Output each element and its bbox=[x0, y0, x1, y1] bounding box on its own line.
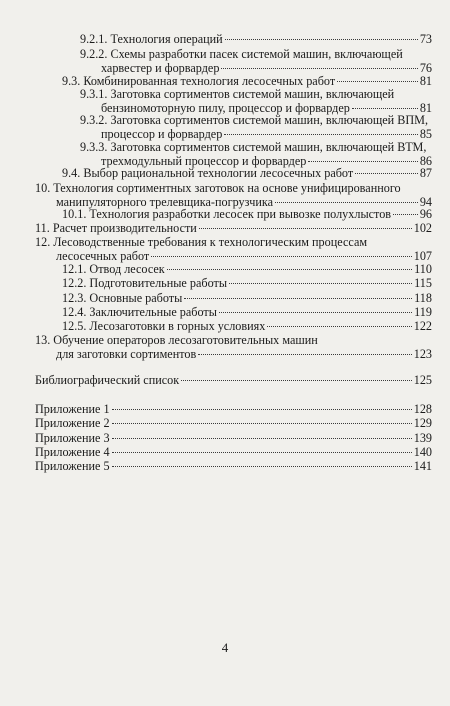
toc-entry-title: Приложение 5 bbox=[35, 459, 110, 473]
toc-entry-title: процессор и форвардер bbox=[101, 127, 223, 141]
toc-page-number: 94 bbox=[419, 195, 432, 209]
toc-entry-row bbox=[35, 417, 432, 430]
toc-entry-title: 9.3. Комбинированная технология лесосечных работ bbox=[62, 74, 336, 88]
toc-entry-title: Приложение 4 bbox=[35, 445, 110, 459]
toc-entry-title: Приложение 1 bbox=[35, 402, 110, 416]
toc-entry-title: 12. Лесоводственные требования к технологическим процессам bbox=[35, 235, 368, 249]
toc-page-number: 141 bbox=[413, 459, 432, 473]
dot-leader bbox=[112, 409, 412, 410]
toc-page-number: 140 bbox=[413, 445, 432, 459]
toc-entry-row bbox=[62, 320, 432, 333]
toc-entry-title: 9.3.1. Заготовка сортиментов системой машин, включающей bbox=[80, 87, 395, 101]
dot-leader bbox=[308, 161, 417, 162]
toc-page-number: 122 bbox=[413, 319, 432, 333]
toc-entry-title: 12.3. Основные работы bbox=[62, 291, 183, 305]
toc-entry-title: 12.1. Отвод лесосек bbox=[62, 262, 165, 276]
dot-leader bbox=[221, 68, 417, 69]
toc-entry-title: харвестер и форвардер bbox=[101, 61, 220, 75]
dot-leader bbox=[112, 452, 412, 453]
dot-leader bbox=[267, 326, 411, 327]
toc-entry-row bbox=[35, 446, 432, 459]
dot-leader bbox=[112, 423, 412, 424]
dot-leader bbox=[337, 81, 418, 82]
toc-entry-title: 9.3.2. Заготовка сортиментов системой машин, включающей ВПМ, bbox=[80, 113, 429, 127]
toc-entry-title: 9.4. Выбор рациональной технологии лесосечных работ bbox=[62, 166, 354, 180]
toc-entry-title: 10.1. Технология разработки лесосек при вывозке полухлыстов bbox=[62, 207, 392, 221]
dot-leader bbox=[225, 39, 418, 40]
toc-entry-row bbox=[62, 167, 432, 180]
page-number: 4 bbox=[221, 640, 229, 655]
toc-entry-row bbox=[62, 263, 432, 276]
toc-entry-title: для заготовки сортиментов bbox=[56, 347, 197, 361]
toc-page-number: 118 bbox=[414, 291, 432, 305]
toc-entry-row bbox=[35, 460, 432, 473]
toc-page-number: 81 bbox=[419, 74, 432, 88]
dot-leader bbox=[112, 438, 412, 439]
toc-entry-title: 13. Обучение операторов лесозаготовительных машин bbox=[35, 333, 318, 347]
toc-entry-row bbox=[35, 222, 432, 235]
toc-entry-row bbox=[35, 374, 432, 387]
dot-leader bbox=[219, 312, 412, 313]
dot-leader bbox=[184, 298, 412, 299]
toc-page-number: 96 bbox=[419, 207, 432, 221]
dot-leader bbox=[151, 256, 412, 257]
toc-page-number: 128 bbox=[413, 402, 432, 416]
toc-entry-title: Приложение 2 bbox=[35, 416, 110, 430]
toc-page-number: 119 bbox=[414, 305, 432, 319]
toc-entry-title: Приложение 3 bbox=[35, 431, 110, 445]
toc-entry-title: 12.2. Подготовительные работы bbox=[62, 276, 228, 290]
toc-page-number: 107 bbox=[413, 249, 432, 263]
toc-entry-title: лесосечных работ bbox=[56, 249, 150, 263]
toc-page-number: 73 bbox=[419, 32, 432, 46]
toc-entry-title: 9.2.2. Схемы разработки пасек системой машин, включающей bbox=[80, 47, 403, 61]
toc-entry-row bbox=[35, 432, 432, 445]
toc-page-number: 102 bbox=[413, 221, 432, 235]
toc-entry-title: 10. Технология сортиментных заготовок на основе унифицированного bbox=[35, 181, 401, 195]
toc-entry-row bbox=[62, 306, 432, 319]
dot-leader bbox=[352, 108, 418, 109]
toc-page-number: 85 bbox=[419, 127, 432, 141]
toc-entry-title: 12.4. Заключительные работы bbox=[62, 305, 217, 319]
dot-leader bbox=[229, 283, 412, 284]
toc-page-number: 125 bbox=[413, 373, 432, 387]
toc-entry-title: 9.2.1. Технология операций bbox=[80, 32, 223, 46]
toc-entry-row bbox=[80, 33, 432, 46]
toc-entry-title: 12.5. Лесозаготовки в горных условиях bbox=[62, 319, 266, 333]
dot-leader bbox=[275, 202, 418, 203]
toc-entry-title: трехмодульный процессор и форвардер bbox=[101, 154, 307, 168]
toc-entry-row bbox=[62, 292, 432, 305]
toc-entry-row bbox=[62, 208, 432, 221]
toc-entry-row bbox=[56, 348, 432, 361]
toc-entry-row bbox=[35, 403, 432, 416]
toc-page-number: 76 bbox=[419, 61, 432, 75]
toc-page-number: 115 bbox=[414, 276, 432, 290]
dot-leader bbox=[224, 134, 418, 135]
dot-leader bbox=[355, 173, 418, 174]
toc-page-number: 129 bbox=[413, 416, 432, 430]
toc-entry-title: 9.3.3. Заготовка сортиментов системой машин, включающей ВТМ, bbox=[80, 140, 427, 154]
toc-page-number: 86 bbox=[419, 154, 432, 168]
toc-page-number: 110 bbox=[414, 262, 432, 276]
toc-entry-title: манипуляторного трелевщика-погрузчика bbox=[56, 195, 273, 209]
dot-leader bbox=[181, 380, 412, 381]
toc-entry-title: 11. Расчет производительности bbox=[35, 221, 197, 235]
dot-leader bbox=[198, 354, 411, 355]
dot-leader bbox=[167, 269, 412, 270]
dot-leader bbox=[112, 466, 412, 467]
toc-entry-row bbox=[62, 277, 432, 290]
toc-entry-title: бензиномоторную пилу, процессор и форвардер bbox=[101, 101, 350, 115]
toc-entry-title: Библиографический список bbox=[35, 373, 180, 387]
toc-page-number: 123 bbox=[413, 347, 432, 361]
toc-page-number: 139 bbox=[413, 431, 432, 445]
dot-leader bbox=[199, 228, 412, 229]
dot-leader bbox=[393, 214, 418, 215]
toc-page-number: 81 bbox=[419, 101, 432, 115]
toc-page-number: 87 bbox=[419, 166, 432, 180]
